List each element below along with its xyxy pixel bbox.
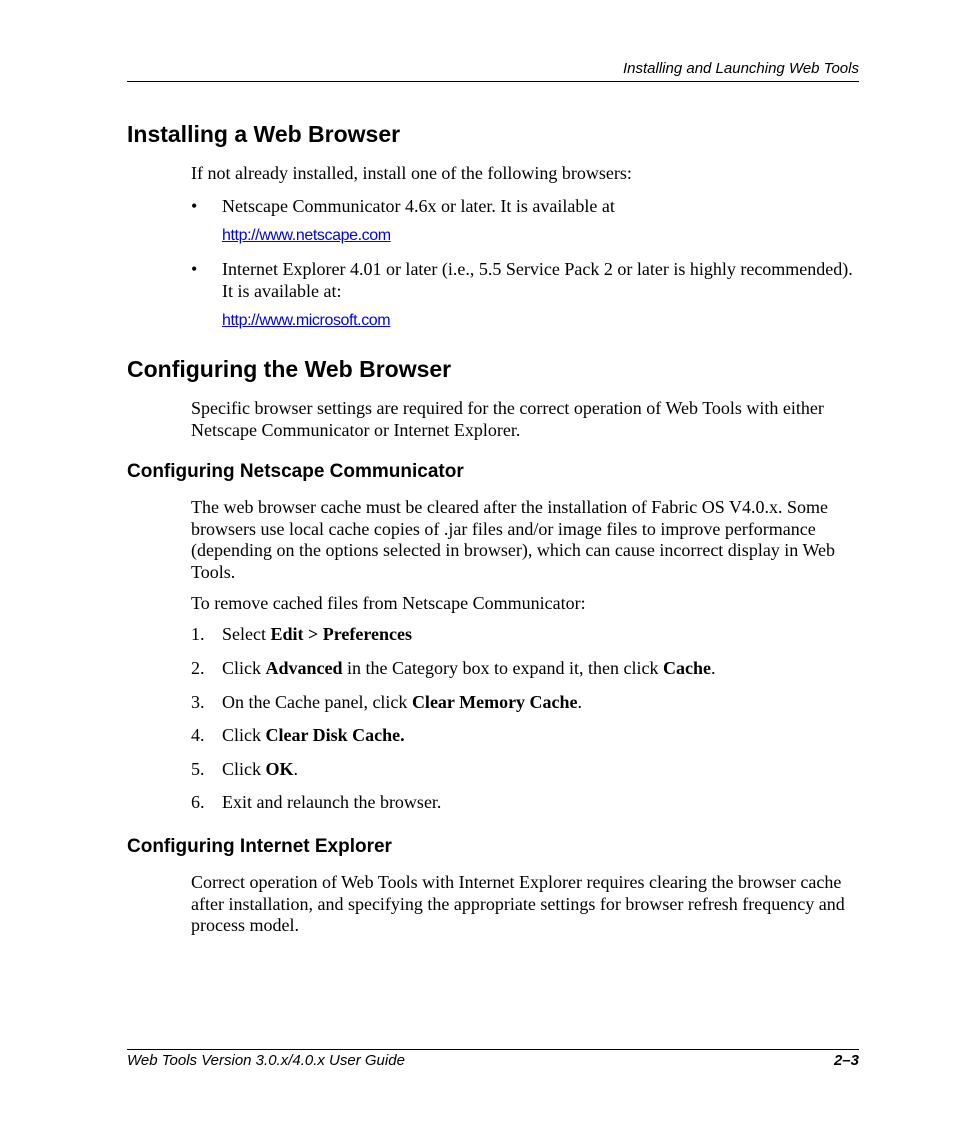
step-number: 5. bbox=[191, 759, 205, 779]
step-text: Click OK. bbox=[222, 759, 299, 779]
step-number: 3. bbox=[191, 692, 205, 712]
bullet-ie bbox=[191, 259, 859, 302]
section-title-configuring: Configuring the Web Browser bbox=[127, 356, 452, 382]
header-rule bbox=[127, 81, 859, 82]
step-6 bbox=[191, 792, 859, 814]
step-3 bbox=[191, 692, 859, 714]
bullet-marker: • bbox=[191, 259, 198, 279]
bullet-text: Internet Explorer 4.01 or later (i.e., 5.5 Service Pack 2 or later is highly recommended). It is available at: bbox=[222, 259, 853, 301]
step-4 bbox=[191, 725, 859, 747]
step-number: 4. bbox=[191, 725, 205, 745]
step-text: Exit and relaunch the browser. bbox=[222, 792, 442, 812]
page-number: 2–3 bbox=[833, 1052, 859, 1069]
subsection-title-ie: Configuring Internet Explorer bbox=[127, 836, 392, 857]
step-number: 1. bbox=[191, 624, 205, 644]
configuring-intro: Specific browser settings are required for the correct operation of Web Tools with either Netscape Communicator or Internet Explorer. bbox=[191, 398, 824, 440]
step-text: Click Clear Disk Cache. bbox=[222, 725, 405, 745]
installing-intro: If not already installed, install one of the following browsers: bbox=[191, 163, 632, 183]
step-2 bbox=[191, 658, 859, 680]
ie-para-1: Correct operation of Web Tools with Internet Explorer requires clearing the browser cache after installation, and specifying the appropriate settings for browser refresh frequency and process model. bbox=[191, 872, 845, 935]
bullet-marker: • bbox=[191, 196, 198, 216]
step-5 bbox=[191, 759, 859, 781]
netscape-para-1: The web browser cache must be cleared after the installation of Fabric OS V4.0.x. Some browsers use local cache copies of .jar files and/or image files to improve performance (depending on the options selected in browser), which can cause incorrect display in Web Tools. bbox=[191, 497, 836, 582]
netscape-para-2: To remove cached files from Netscape Communicator: bbox=[191, 593, 586, 613]
microsoft-link[interactable]: http://www.microsoft.com bbox=[222, 312, 391, 329]
step-number: 2. bbox=[191, 658, 205, 678]
step-1 bbox=[191, 624, 859, 646]
bullet-text: Netscape Communicator 4.6x or later. It is available at bbox=[222, 196, 615, 216]
step-number: 6. bbox=[191, 792, 205, 812]
netscape-link[interactable]: http://www.netscape.com bbox=[222, 227, 391, 244]
footer-guide-title: Web Tools Version 3.0.x/4.0.x User Guide bbox=[127, 1052, 405, 1069]
step-text: Click Advanced in the Category box to expand it, then click Cache. bbox=[222, 658, 716, 678]
subsection-title-netscape: Configuring Netscape Communicator bbox=[127, 461, 464, 482]
step-text: On the Cache panel, click Clear Memory Cache. bbox=[222, 692, 583, 712]
step-text: Select Edit > Preferences bbox=[222, 624, 413, 644]
bullet-netscape bbox=[191, 196, 859, 218]
footer-rule bbox=[127, 1049, 859, 1050]
section-title-installing: Installing a Web Browser bbox=[127, 121, 401, 147]
running-header: Installing and Launching Web Tools bbox=[622, 60, 859, 77]
